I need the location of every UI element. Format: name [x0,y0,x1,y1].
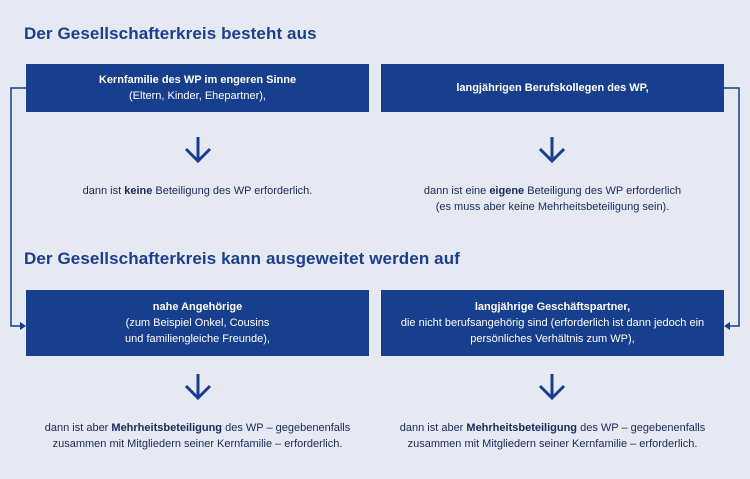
box-title: langjährige Geschäftspartner, [474,301,631,313]
connector-left [11,88,26,326]
down-arrow-icon [537,372,567,402]
result-text-line2: (es muss aber keine Mehrheitsbeteiligung sein). [435,201,670,213]
result-text-part: Beteiligung des WP erforderlich. [152,185,313,197]
box-subtext: und familiengleiche Freunde), [125,333,270,345]
result-emphasis: eigene [489,185,525,197]
box-berufskollegen [381,64,724,112]
down-arrow-icon [183,372,213,402]
result-text-part: des WP – gegebenenfalls [577,422,706,434]
result-text-3 [26,420,369,452]
result-text-part: dann ist [82,185,125,197]
connector-right-arrowhead [724,322,730,330]
box-kernfamilie [26,64,369,112]
result-emphasis: keine [124,185,153,197]
result-emphasis: Mehrheitsbeteiligung [111,422,223,434]
result-text-part: Beteiligung des WP erforderlich [524,185,682,197]
result-text-line2: zusammen mit Mitgliedern seiner Kernfamilie – erforderlich. [407,438,698,450]
result-text-2 [381,183,724,215]
box-subtext: die nicht berufsangehörig sind (erforderlich ist dann jedoch ein [400,317,705,329]
box-nahe-angehoerige [26,290,369,356]
box-subtext: (zum Beispiel Onkel, Cousins [125,317,270,329]
result-text-part: des WP – gegebenenfalls [222,422,351,434]
box-title: nahe Angehörige [152,301,243,313]
box-subtext: persönliches Verhältnis zum WP), [470,333,635,345]
box-title: langjährigen Berufskollegen des WP, [456,82,649,94]
box-title: Kernfamilie des WP im engeren Sinne [98,74,297,86]
connector-right [724,88,739,326]
box-subtext: (Eltern, Kinder, Ehepartner), [129,90,266,102]
result-text-1 [26,183,369,199]
result-text-4 [381,420,724,452]
box-geschaeftspartner [381,290,724,356]
down-arrow-icon [183,135,213,165]
result-text-part: dann ist aber [44,422,112,434]
result-text-line2: zusammen mit Mitgliedern seiner Kernfamilie – erforderlich. [52,438,343,450]
section-heading-1: Der Gesellschafterkreis besteht aus [24,24,317,43]
result-text-part: dann ist aber [399,422,467,434]
down-arrow-icon [537,135,567,165]
result-text-part: dann ist eine [423,185,490,197]
result-emphasis: Mehrheitsbeteiligung [466,422,578,434]
section-heading-2: Der Gesellschafterkreis kann ausgeweitet werden auf [24,249,460,268]
